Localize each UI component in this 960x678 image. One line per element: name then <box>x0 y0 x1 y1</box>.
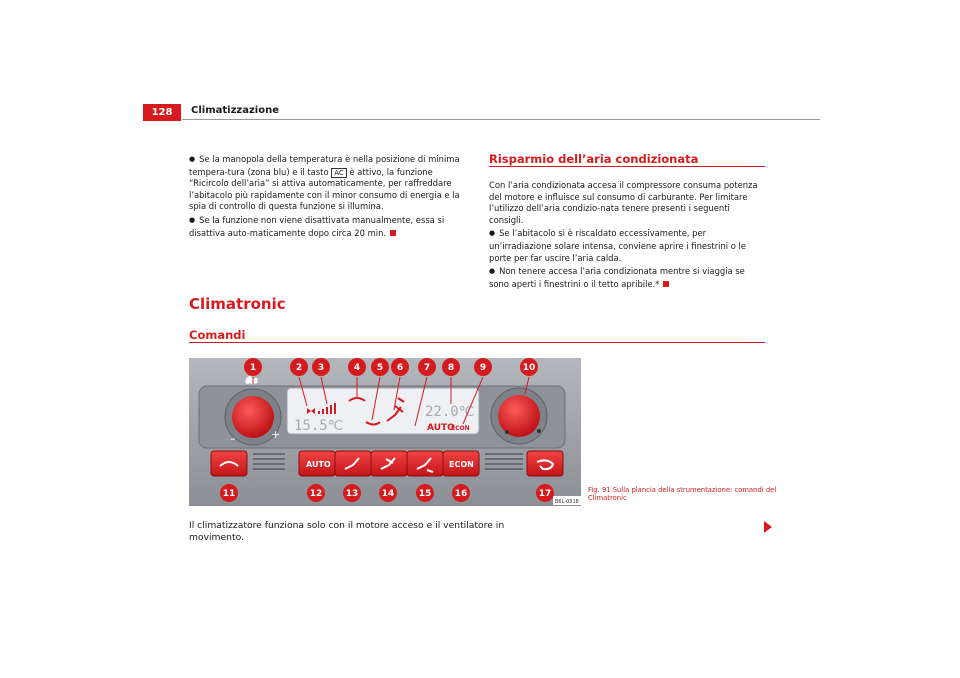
section-end-mark <box>663 281 669 287</box>
left-bullet-2-text: Se la funzione non viene disattivata manualmente, essa si disattiva auto-maticamente dopo circa 20 min. <box>189 214 445 238</box>
callout-13: 13 <box>345 489 359 499</box>
callout-1: 1 <box>249 363 257 373</box>
right-bullet-1 <box>489 228 765 264</box>
left-column <box>189 154 463 241</box>
section-end-mark <box>390 230 396 236</box>
figure-caption: Fig. 91 Sulla plancia della strumentazione: comandi del Climatronic <box>588 486 777 502</box>
intro-paragraph: Il climatizzatore funziona solo con il motore acceso e il ventilatore in movimento. <box>189 520 505 543</box>
econ-button-label: ECON <box>449 460 474 469</box>
comandi-rule <box>189 342 765 343</box>
display-left-temp: 15.5℃ <box>294 418 344 434</box>
airflow-footwell-button[interactable] <box>407 451 443 476</box>
callout-8: 8 <box>447 363 455 373</box>
display-auto: AUTO <box>427 423 455 433</box>
right-column-body <box>489 180 765 292</box>
callout-16: 16 <box>454 489 468 499</box>
callout-17: 17 <box>538 489 552 499</box>
ref-code: B6L-0318 <box>555 499 579 505</box>
right-column <box>489 154 765 166</box>
left-bullet-1-text-b: è attivo, la funzione “Ricircolo dell’aria” si attiva automaticamente, per raffreddare l’abitacolo più rapidamente con il minor consumo di energia e la spia di controllo di questa funzione si illumina. <box>189 166 460 212</box>
ac-key: AC <box>331 168 347 178</box>
defrost-button[interactable] <box>211 451 247 476</box>
recirculation-button[interactable] <box>527 451 563 476</box>
left-temp-knob-icon <box>225 389 281 445</box>
callout-4: 4 <box>353 363 361 373</box>
display-right-temp: 22.0℃ <box>425 404 475 420</box>
page-number: 128 <box>143 104 181 121</box>
callout-14: 14 <box>381 489 395 499</box>
next-page-arrow-icon[interactable] <box>764 521 772 533</box>
header-rule <box>182 119 820 120</box>
risparmio-heading: Risparmio dell’aria condizionata <box>489 152 699 166</box>
right-bullet-1-text: Se l’abitacolo si è riscaldato eccessivamente, per un’irradiazione solare intensa, conviene aprire i finestrini o le porte per far uscire l’aria calda. <box>489 228 747 263</box>
callout-3: 3 <box>317 363 325 373</box>
section-title: Climatronic <box>189 295 286 313</box>
callout-5: 5 <box>376 363 384 373</box>
auto-button-label: AUTO <box>306 460 331 469</box>
left-bullet-2 <box>189 215 463 239</box>
callout-6: 6 <box>396 363 404 373</box>
running-title: Climatizzazione <box>191 105 279 116</box>
callout-12: 12 <box>309 489 323 499</box>
auto-button[interactable] <box>299 451 335 476</box>
climatronic-figure <box>189 358 581 506</box>
display-econ: ECON <box>451 425 470 432</box>
risparmio-paragraph: Con l’aria condizionata accesa il compressore consuma potenza del motore e influisce sul consumo di carburante. Per limitare l’utilizzo dell’aria condizio-nata tenere presenti i seguenti consigli. <box>489 180 758 225</box>
callout-7: 7 <box>423 363 431 373</box>
risparmio-rule <box>489 166 765 167</box>
airflow-windshield-button[interactable] <box>335 451 371 476</box>
right-bullet-2-text: Non tenere accesa l’aria condizionata mentre si viaggia se sono aperti i finestrini o il tetto apribile.* <box>489 266 745 289</box>
left-bullet-1-text-a: Se la manopola della temperatura è nella posizione di minima tempera-tura (zona blu) e il tasto <box>189 154 460 177</box>
right-bullet-2 <box>489 266 765 290</box>
left-bullet-1 <box>189 154 463 213</box>
callout-9: 9 <box>479 363 487 373</box>
right-temp-knob-icon <box>491 388 547 444</box>
callout-10: 10 <box>522 363 536 373</box>
callout-15: 15 <box>418 489 432 499</box>
knob-minus: – <box>230 432 236 445</box>
callout-11: 11 <box>222 489 236 499</box>
knob-plus: + <box>271 428 281 441</box>
callout-2: 2 <box>295 363 303 373</box>
econ-button[interactable] <box>443 451 479 476</box>
subsection-title: Comandi <box>189 328 246 342</box>
airflow-upper-body-button[interactable] <box>371 451 407 476</box>
